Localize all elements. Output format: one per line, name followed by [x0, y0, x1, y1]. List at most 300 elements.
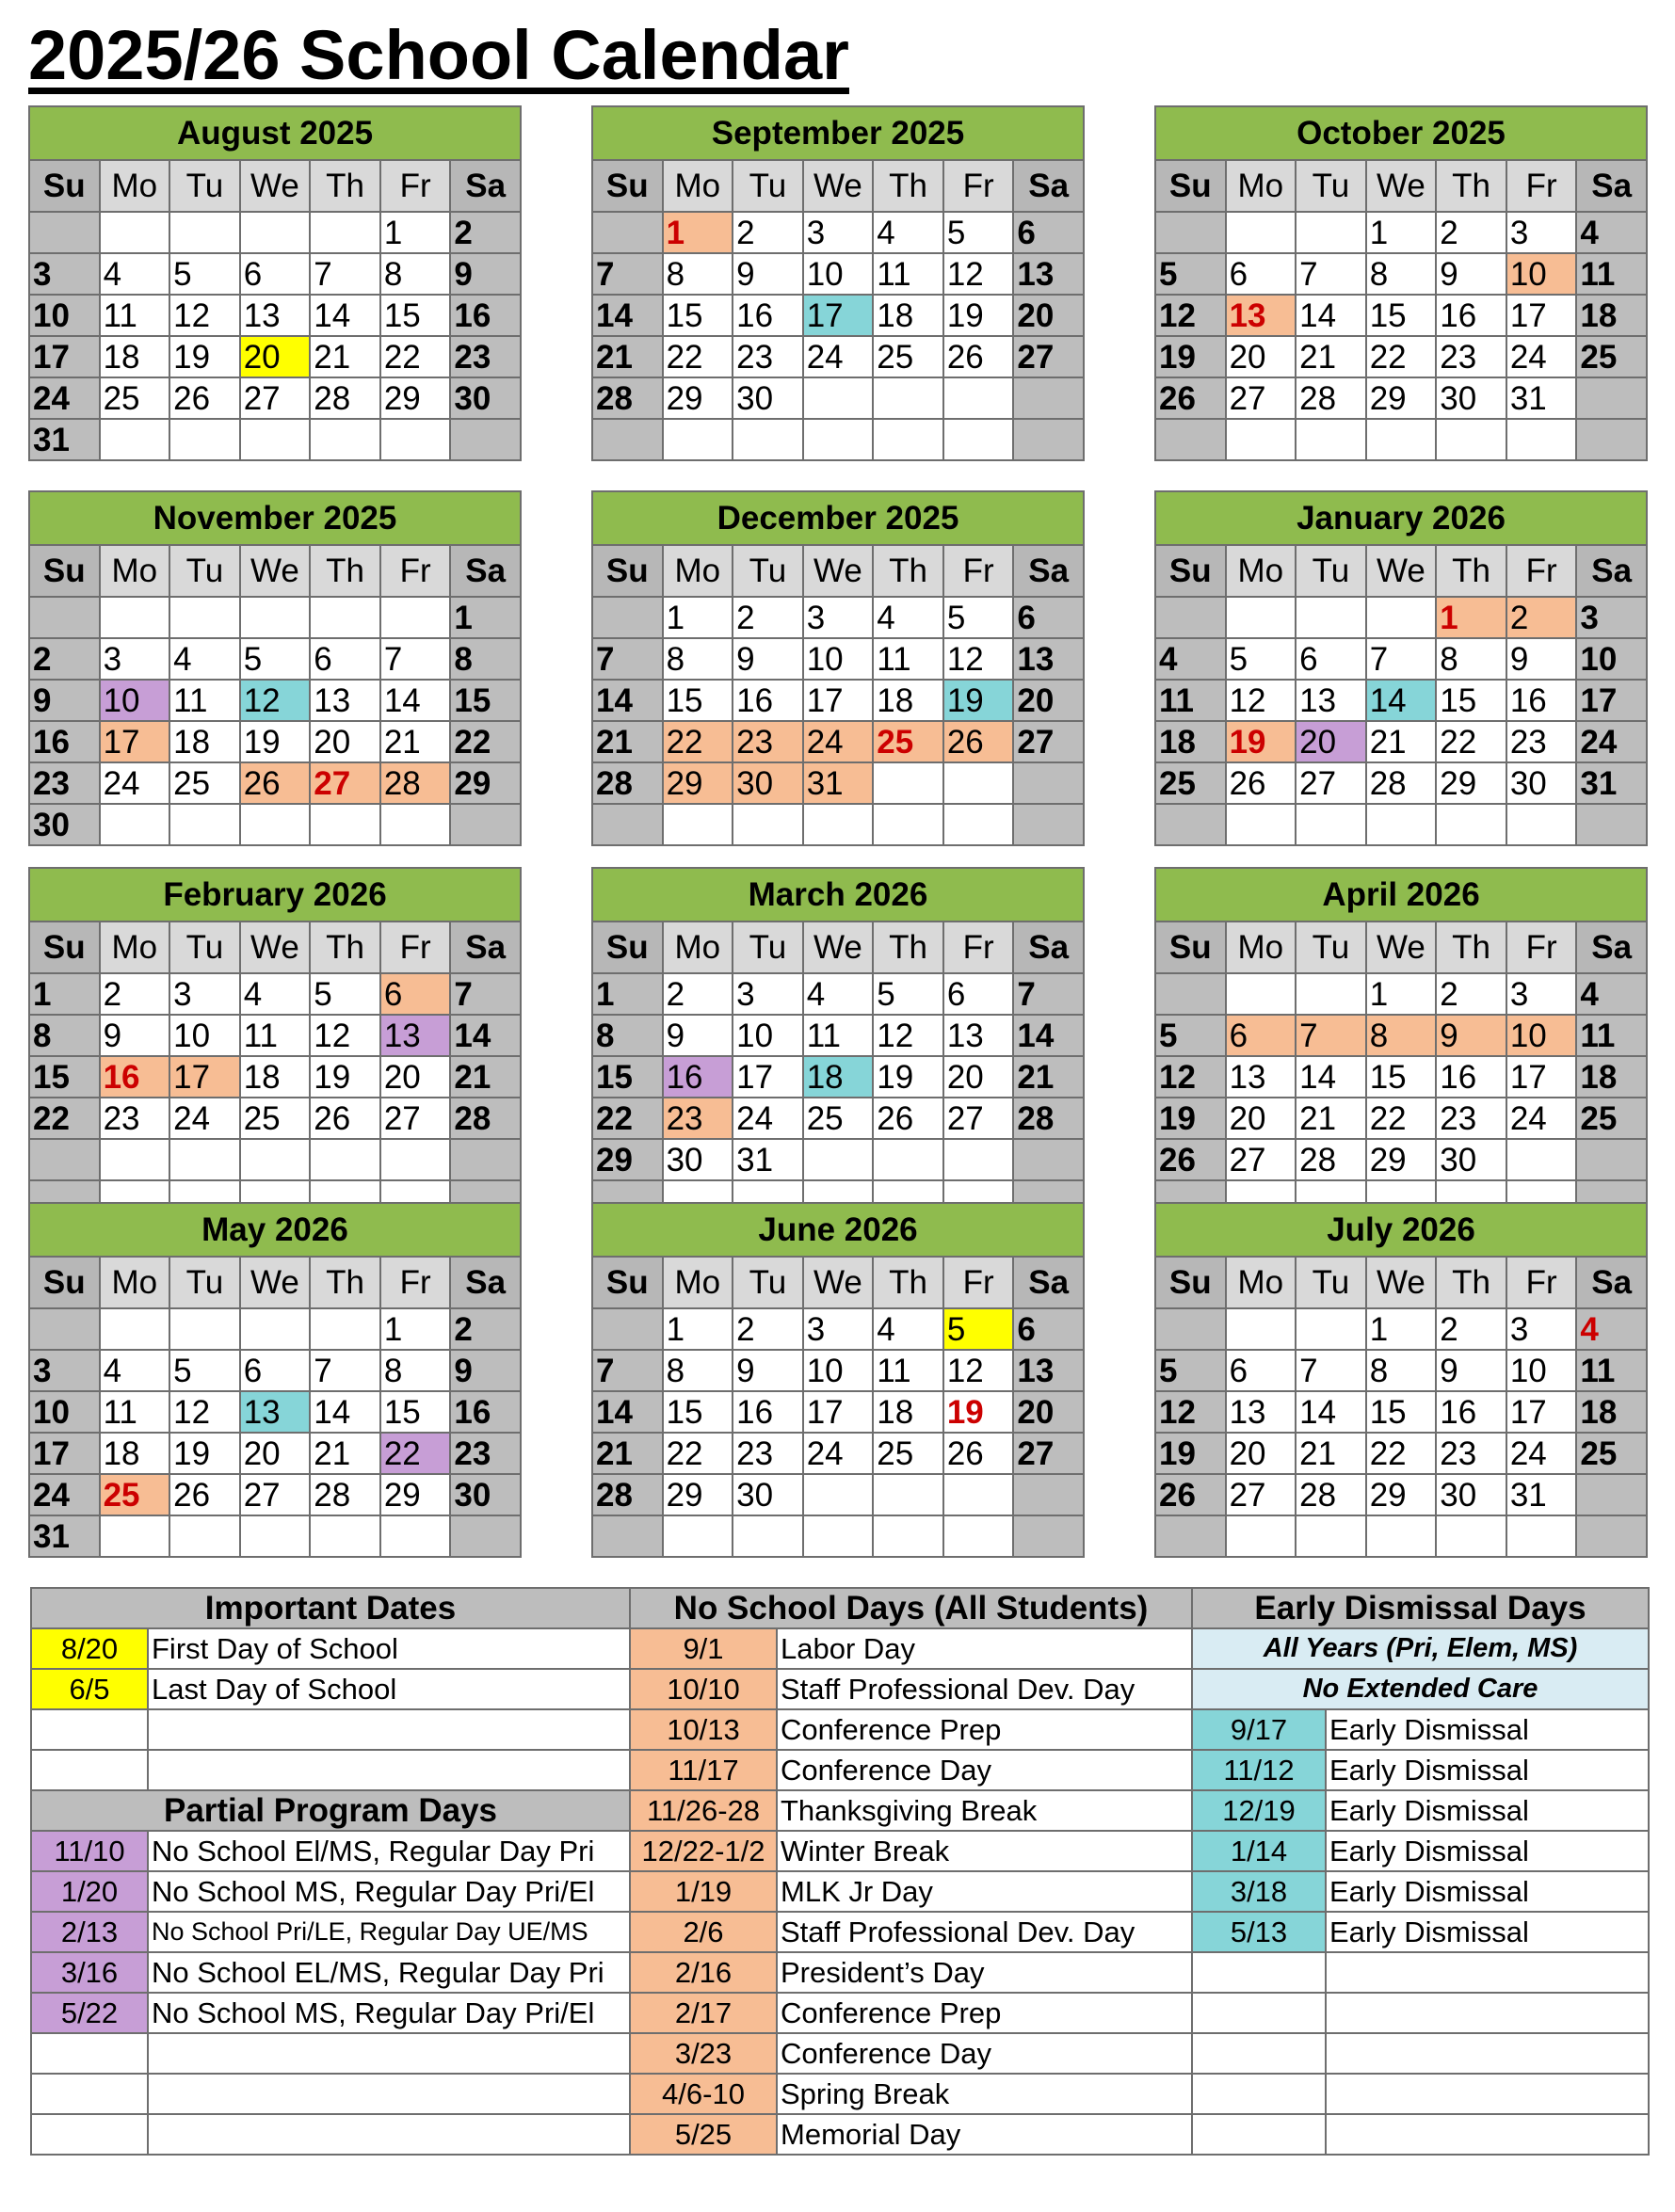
calendar-day: 8	[663, 253, 733, 295]
calendar-day: 17	[1506, 1391, 1577, 1433]
calendar-day: 9	[733, 638, 803, 680]
legend-date: 2/13	[31, 1912, 148, 1952]
calendar-day: 18	[873, 1391, 943, 1433]
calendar-day: 2	[1506, 597, 1577, 638]
weekday-header: Sa	[1013, 922, 1084, 973]
calendar-day: 1	[663, 1308, 733, 1350]
legend-empty	[1192, 1993, 1326, 2033]
calendar-day	[1366, 804, 1437, 845]
calendar-day	[29, 1139, 100, 1180]
calendar-day: 17	[1506, 295, 1577, 336]
calendar-day: 15	[1436, 680, 1506, 721]
calendar-day: 13	[1013, 253, 1084, 295]
calendar-day: 12	[1155, 1056, 1226, 1098]
weekday-header: Tu	[169, 160, 240, 212]
calendar-day: 1	[663, 212, 733, 253]
weekday-header: Sa	[450, 160, 521, 212]
month-calendar	[591, 490, 1085, 846]
calendar-day: 11	[803, 1015, 874, 1056]
calendar-day	[803, 1139, 874, 1180]
calendar-day	[310, 212, 380, 253]
calendar-day: 10	[169, 1015, 240, 1056]
weekday-header: Sa	[1576, 922, 1647, 973]
calendar-day	[240, 804, 311, 845]
calendar-day: 13	[1226, 1391, 1297, 1433]
weekday-header: We	[1366, 160, 1437, 212]
calendar-day: 26	[169, 1474, 240, 1515]
calendar-day: 27	[943, 1098, 1014, 1139]
calendar-day: 18	[100, 1433, 170, 1474]
calendar-day	[450, 1139, 521, 1180]
calendar-day: 27	[310, 762, 380, 804]
calendar-day: 13	[1013, 638, 1084, 680]
calendar-day: 12	[1155, 295, 1226, 336]
calendar-day	[733, 804, 803, 845]
weekday-header: Fr	[943, 922, 1014, 973]
calendar-day: 9	[1436, 1015, 1506, 1056]
weekday-header: Fr	[380, 160, 451, 212]
weekday-header: Th	[1436, 160, 1506, 212]
calendar-day	[1576, 377, 1647, 419]
calendar-day	[943, 1474, 1014, 1515]
calendar-day: 21	[1296, 1098, 1366, 1139]
calendar-day	[310, 1515, 380, 1557]
calendar-day: 27	[1296, 762, 1366, 804]
calendar-day	[310, 597, 380, 638]
weekday-header: We	[240, 922, 311, 973]
calendar-day: 4	[803, 973, 874, 1015]
weekday-header: Tu	[1296, 160, 1366, 212]
calendar-day: 7	[592, 638, 663, 680]
calendar-day	[240, 597, 311, 638]
weekday-header: We	[240, 545, 311, 597]
calendar-day: 19	[873, 1056, 943, 1098]
weekday-header: Th	[310, 160, 380, 212]
calendar-day: 14	[1296, 295, 1366, 336]
legend-date: 1/14	[1192, 1831, 1326, 1871]
legend-empty	[148, 2074, 630, 2114]
legend-empty	[1326, 2074, 1649, 2114]
month-title: January 2026	[1155, 491, 1647, 545]
calendar-day: 8	[380, 253, 451, 295]
legend-date: 1/19	[630, 1871, 777, 1912]
calendar-day: 21	[310, 1433, 380, 1474]
calendar-day: 6	[1226, 1350, 1297, 1391]
calendar-day	[803, 377, 874, 419]
calendar-day: 5	[1155, 1015, 1226, 1056]
calendar-day: 4	[1576, 212, 1647, 253]
calendar-day: 12	[169, 1391, 240, 1433]
weekday-header: Th	[310, 545, 380, 597]
calendar-day	[1576, 804, 1647, 845]
calendar-day	[1506, 419, 1577, 460]
calendar-day: 28	[592, 762, 663, 804]
calendar-day	[1296, 1308, 1366, 1350]
calendar-day: 27	[240, 377, 311, 419]
calendar-day: 16	[1436, 295, 1506, 336]
calendar-day	[733, 1515, 803, 1557]
calendar-day: 6	[1013, 597, 1084, 638]
weekday-header: Tu	[733, 545, 803, 597]
calendar-day: 12	[240, 680, 311, 721]
calendar-day: 2	[733, 597, 803, 638]
month-calendar	[28, 490, 522, 846]
weekday-header: We	[803, 1257, 874, 1308]
month-calendar	[1154, 105, 1648, 461]
calendar-day: 8	[1366, 253, 1437, 295]
calendar-day: 4	[873, 1308, 943, 1350]
calendar-day: 6	[1013, 212, 1084, 253]
calendar-day	[1576, 1515, 1647, 1557]
calendar-day: 26	[240, 762, 311, 804]
weekday-header: We	[803, 545, 874, 597]
calendar-day: 16	[1436, 1056, 1506, 1098]
calendar-day: 2	[450, 1308, 521, 1350]
calendar-day: 22	[663, 721, 733, 762]
calendar-day	[873, 419, 943, 460]
weekday-header: Th	[1436, 922, 1506, 973]
calendar-day: 4	[1576, 1308, 1647, 1350]
calendar-day	[1155, 1515, 1226, 1557]
no-school-header: No School Days (All Students)	[630, 1588, 1192, 1628]
calendar-day: 30	[733, 377, 803, 419]
calendar-day: 22	[592, 1098, 663, 1139]
legend-date: 2/17	[630, 1993, 777, 2033]
calendar-day: 15	[1366, 1391, 1437, 1433]
weekday-header: Sa	[1013, 160, 1084, 212]
legend-empty	[1326, 2114, 1649, 2155]
calendar-day: 14	[592, 1391, 663, 1433]
calendar-day	[240, 419, 311, 460]
calendar-day: 30	[733, 1474, 803, 1515]
calendar-day: 8	[592, 1015, 663, 1056]
calendar-day: 11	[169, 680, 240, 721]
weekday-header: Th	[310, 1257, 380, 1308]
weekday-header: Su	[592, 922, 663, 973]
calendar-day: 6	[1226, 253, 1297, 295]
calendar-day	[450, 1515, 521, 1557]
calendar-day	[380, 1515, 451, 1557]
calendar-day: 10	[29, 295, 100, 336]
weekday-header: Su	[592, 545, 663, 597]
calendar-day: 25	[873, 1433, 943, 1474]
legend-label: No School MS, Regular Day Pri/El	[148, 1993, 630, 2033]
calendar-day: 29	[663, 377, 733, 419]
calendar-day	[380, 804, 451, 845]
legend-label: Memorial Day	[777, 2114, 1192, 2155]
calendar-day: 15	[380, 1391, 451, 1433]
month-calendar	[1154, 1202, 1648, 1558]
calendar-day: 20	[943, 1056, 1014, 1098]
calendar-day: 21	[592, 721, 663, 762]
month-calendar	[28, 867, 522, 1223]
calendar-day: 12	[943, 1350, 1014, 1391]
calendar-day: 18	[873, 680, 943, 721]
calendar-day	[100, 804, 170, 845]
calendar-day: 1	[1436, 597, 1506, 638]
calendar-day	[1506, 1515, 1577, 1557]
calendar-day: 9	[663, 1015, 733, 1056]
calendar-day: 14	[1366, 680, 1437, 721]
calendar-day: 26	[943, 336, 1014, 377]
calendar-day: 22	[1366, 1098, 1437, 1139]
legend-label: Thanksgiving Break	[777, 1790, 1192, 1831]
calendar-day: 15	[29, 1056, 100, 1098]
legend-date: 10/10	[630, 1669, 777, 1709]
calendar-day: 10	[1576, 638, 1647, 680]
calendar-day: 2	[1436, 973, 1506, 1015]
weekday-header: Th	[1436, 545, 1506, 597]
calendar-day: 25	[873, 336, 943, 377]
calendar-day: 2	[1436, 212, 1506, 253]
calendar-day: 28	[450, 1098, 521, 1139]
calendar-day: 20	[1013, 680, 1084, 721]
calendar-day: 9	[1436, 253, 1506, 295]
calendar-day: 14	[380, 680, 451, 721]
weekday-header: Mo	[663, 545, 733, 597]
weekday-header: Sa	[1576, 545, 1647, 597]
month-title: July 2026	[1155, 1203, 1647, 1257]
calendar-day: 21	[1296, 1433, 1366, 1474]
calendar-day: 19	[943, 1391, 1014, 1433]
calendar-day: 11	[873, 1350, 943, 1391]
calendar-day: 31	[1576, 762, 1647, 804]
calendar-day: 22	[29, 1098, 100, 1139]
calendar-day: 10	[803, 638, 874, 680]
calendar-day: 20	[1296, 721, 1366, 762]
calendar-day: 21	[1296, 336, 1366, 377]
weekday-header: Su	[29, 1257, 100, 1308]
weekday-header: Fr	[943, 1257, 1014, 1308]
calendar-day: 22	[1366, 336, 1437, 377]
weekday-header: Fr	[1506, 545, 1577, 597]
calendar-day: 18	[803, 1056, 874, 1098]
calendar-day	[1296, 1515, 1366, 1557]
calendar-day: 13	[240, 295, 311, 336]
calendar-day: 11	[873, 253, 943, 295]
calendar-day	[1436, 804, 1506, 845]
calendar-day: 3	[1506, 1308, 1577, 1350]
calendar-day: 24	[733, 1098, 803, 1139]
calendar-day	[943, 762, 1014, 804]
weekday-header: Mo	[663, 1257, 733, 1308]
weekday-header: Tu	[169, 545, 240, 597]
calendar-day: 3	[169, 973, 240, 1015]
calendar-day: 24	[1576, 721, 1647, 762]
calendar-day: 18	[1576, 1391, 1647, 1433]
calendar-day	[310, 1139, 380, 1180]
calendar-day: 10	[1506, 253, 1577, 295]
calendar-day: 14	[592, 295, 663, 336]
legend-empty	[31, 1750, 148, 1790]
calendar-day: 2	[733, 1308, 803, 1350]
calendar-day	[450, 804, 521, 845]
calendar-day: 27	[240, 1474, 311, 1515]
legend-empty	[148, 2033, 630, 2074]
calendar-day: 17	[803, 1391, 874, 1433]
calendar-day: 8	[663, 1350, 733, 1391]
calendar-day: 25	[100, 1474, 170, 1515]
legend-label: Winter Break	[777, 1831, 1192, 1871]
calendar-day: 2	[29, 638, 100, 680]
calendar-day: 12	[1226, 680, 1297, 721]
early-dismissal-header: Early Dismissal Days	[1192, 1588, 1649, 1628]
calendar-day	[1226, 212, 1297, 253]
calendar-day	[1155, 973, 1226, 1015]
calendar-day: 8	[663, 638, 733, 680]
calendar-day	[873, 1474, 943, 1515]
month-calendar	[1154, 490, 1648, 846]
calendar-day: 3	[1506, 212, 1577, 253]
calendar-day	[1013, 804, 1084, 845]
calendar-day: 17	[29, 336, 100, 377]
calendar-day: 23	[1436, 1433, 1506, 1474]
calendar-day: 27	[1013, 336, 1084, 377]
weekday-header: Sa	[450, 1257, 521, 1308]
legend-date: 5/13	[1192, 1912, 1326, 1952]
calendar-day: 13	[1226, 295, 1297, 336]
weekday-header: We	[803, 160, 874, 212]
legend-label: Labor Day	[777, 1628, 1192, 1669]
weekday-header: Th	[873, 160, 943, 212]
calendar-day	[943, 804, 1014, 845]
calendar-day	[100, 212, 170, 253]
legend-label: Early Dismissal	[1326, 1871, 1649, 1912]
legend-label: Last Day of School	[148, 1669, 630, 1709]
calendar-day: 1	[450, 597, 521, 638]
calendar-day: 5	[169, 1350, 240, 1391]
calendar-day	[1576, 1139, 1647, 1180]
legend-date: 6/5	[31, 1669, 148, 1709]
weekday-header: Tu	[733, 160, 803, 212]
calendar-day: 24	[1506, 1433, 1577, 1474]
calendar-day: 19	[1226, 721, 1297, 762]
legend-empty	[1326, 1993, 1649, 2033]
calendar-day: 28	[1296, 377, 1366, 419]
legend-empty	[148, 1709, 630, 1750]
calendar-day	[943, 377, 1014, 419]
calendar-day	[592, 419, 663, 460]
calendar-day: 12	[310, 1015, 380, 1056]
calendar-day: 9	[733, 253, 803, 295]
calendar-day	[663, 419, 733, 460]
calendar-day	[943, 419, 1014, 460]
calendar-day	[1226, 1308, 1297, 1350]
calendar-day	[592, 1515, 663, 1557]
calendar-day	[873, 762, 943, 804]
calendar-day: 4	[100, 1350, 170, 1391]
calendar-day: 19	[943, 295, 1014, 336]
legend-label: Early Dismissal	[1326, 1912, 1649, 1952]
calendar-day: 24	[1506, 336, 1577, 377]
calendar-day	[310, 804, 380, 845]
calendar-day	[803, 1474, 874, 1515]
weekday-header: Tu	[733, 1257, 803, 1308]
calendar-day: 25	[240, 1098, 311, 1139]
calendar-day: 9	[733, 1350, 803, 1391]
calendar-day: 11	[100, 295, 170, 336]
calendar-day: 19	[1155, 1098, 1226, 1139]
calendar-day: 11	[1576, 1350, 1647, 1391]
calendar-day: 23	[733, 336, 803, 377]
calendar-day: 10	[1506, 1015, 1577, 1056]
calendar-day: 25	[803, 1098, 874, 1139]
calendar-day: 15	[380, 295, 451, 336]
calendar-day: 25	[169, 762, 240, 804]
calendar-day: 15	[592, 1056, 663, 1098]
calendar-day: 14	[310, 1391, 380, 1433]
calendar-day	[100, 1515, 170, 1557]
legend-label: Early Dismissal	[1326, 1709, 1649, 1750]
calendar-day: 16	[733, 680, 803, 721]
month-title: December 2025	[592, 491, 1084, 545]
month-title: February 2026	[29, 868, 521, 922]
calendar-day: 6	[380, 973, 451, 1015]
calendar-day: 20	[240, 1433, 311, 1474]
calendar-day: 22	[663, 336, 733, 377]
calendar-day: 30	[1436, 1474, 1506, 1515]
calendar-day: 6	[310, 638, 380, 680]
legend-date: 11/17	[630, 1750, 777, 1790]
calendar-day	[310, 419, 380, 460]
early-dismissal-note: All Years (Pri, Elem, MS)	[1192, 1628, 1649, 1669]
legend-label: Staff Professional Dev. Day	[777, 1669, 1192, 1709]
calendar-day: 11	[1155, 680, 1226, 721]
calendar-day	[943, 1515, 1014, 1557]
calendar-day: 29	[1366, 377, 1437, 419]
weekday-header: Mo	[100, 160, 170, 212]
weekday-header: Sa	[1013, 1257, 1084, 1308]
weekday-header: Su	[29, 545, 100, 597]
calendar-day: 22	[380, 1433, 451, 1474]
calendar-day: 30	[1436, 1139, 1506, 1180]
weekday-header: We	[1366, 1257, 1437, 1308]
calendar-day	[592, 597, 663, 638]
calendar-day: 10	[803, 253, 874, 295]
weekday-header: Tu	[169, 1257, 240, 1308]
legend-date: 9/1	[630, 1628, 777, 1669]
calendar-day: 23	[1436, 336, 1506, 377]
calendar-day	[1013, 419, 1084, 460]
calendar-day	[1576, 1474, 1647, 1515]
calendar-day: 6	[1226, 1015, 1297, 1056]
month-title: August 2025	[29, 106, 521, 160]
legend-empty	[148, 1750, 630, 1790]
weekday-header: Su	[592, 1257, 663, 1308]
calendar-day: 9	[1506, 638, 1577, 680]
calendar-day: 18	[873, 295, 943, 336]
calendar-day: 9	[450, 1350, 521, 1391]
calendar-day	[1506, 1139, 1577, 1180]
calendar-day: 19	[1155, 1433, 1226, 1474]
calendar-day: 27	[1226, 1139, 1297, 1180]
calendar-day: 20	[1013, 295, 1084, 336]
calendar-day: 7	[380, 638, 451, 680]
weekday-header: We	[1366, 545, 1437, 597]
calendar-day	[873, 1139, 943, 1180]
calendar-day: 3	[1576, 597, 1647, 638]
legend-label: No School EL/MS, Regular Day Pri	[148, 1952, 630, 1993]
calendar-day: 18	[240, 1056, 311, 1098]
weekday-header: Tu	[1296, 922, 1366, 973]
calendar-day: 28	[1366, 762, 1437, 804]
calendar-day	[169, 419, 240, 460]
calendar-day: 1	[1366, 212, 1437, 253]
calendar-day: 26	[169, 377, 240, 419]
calendar-day: 8	[450, 638, 521, 680]
calendar-day: 20	[1226, 1098, 1297, 1139]
calendar-day: 1	[663, 597, 733, 638]
